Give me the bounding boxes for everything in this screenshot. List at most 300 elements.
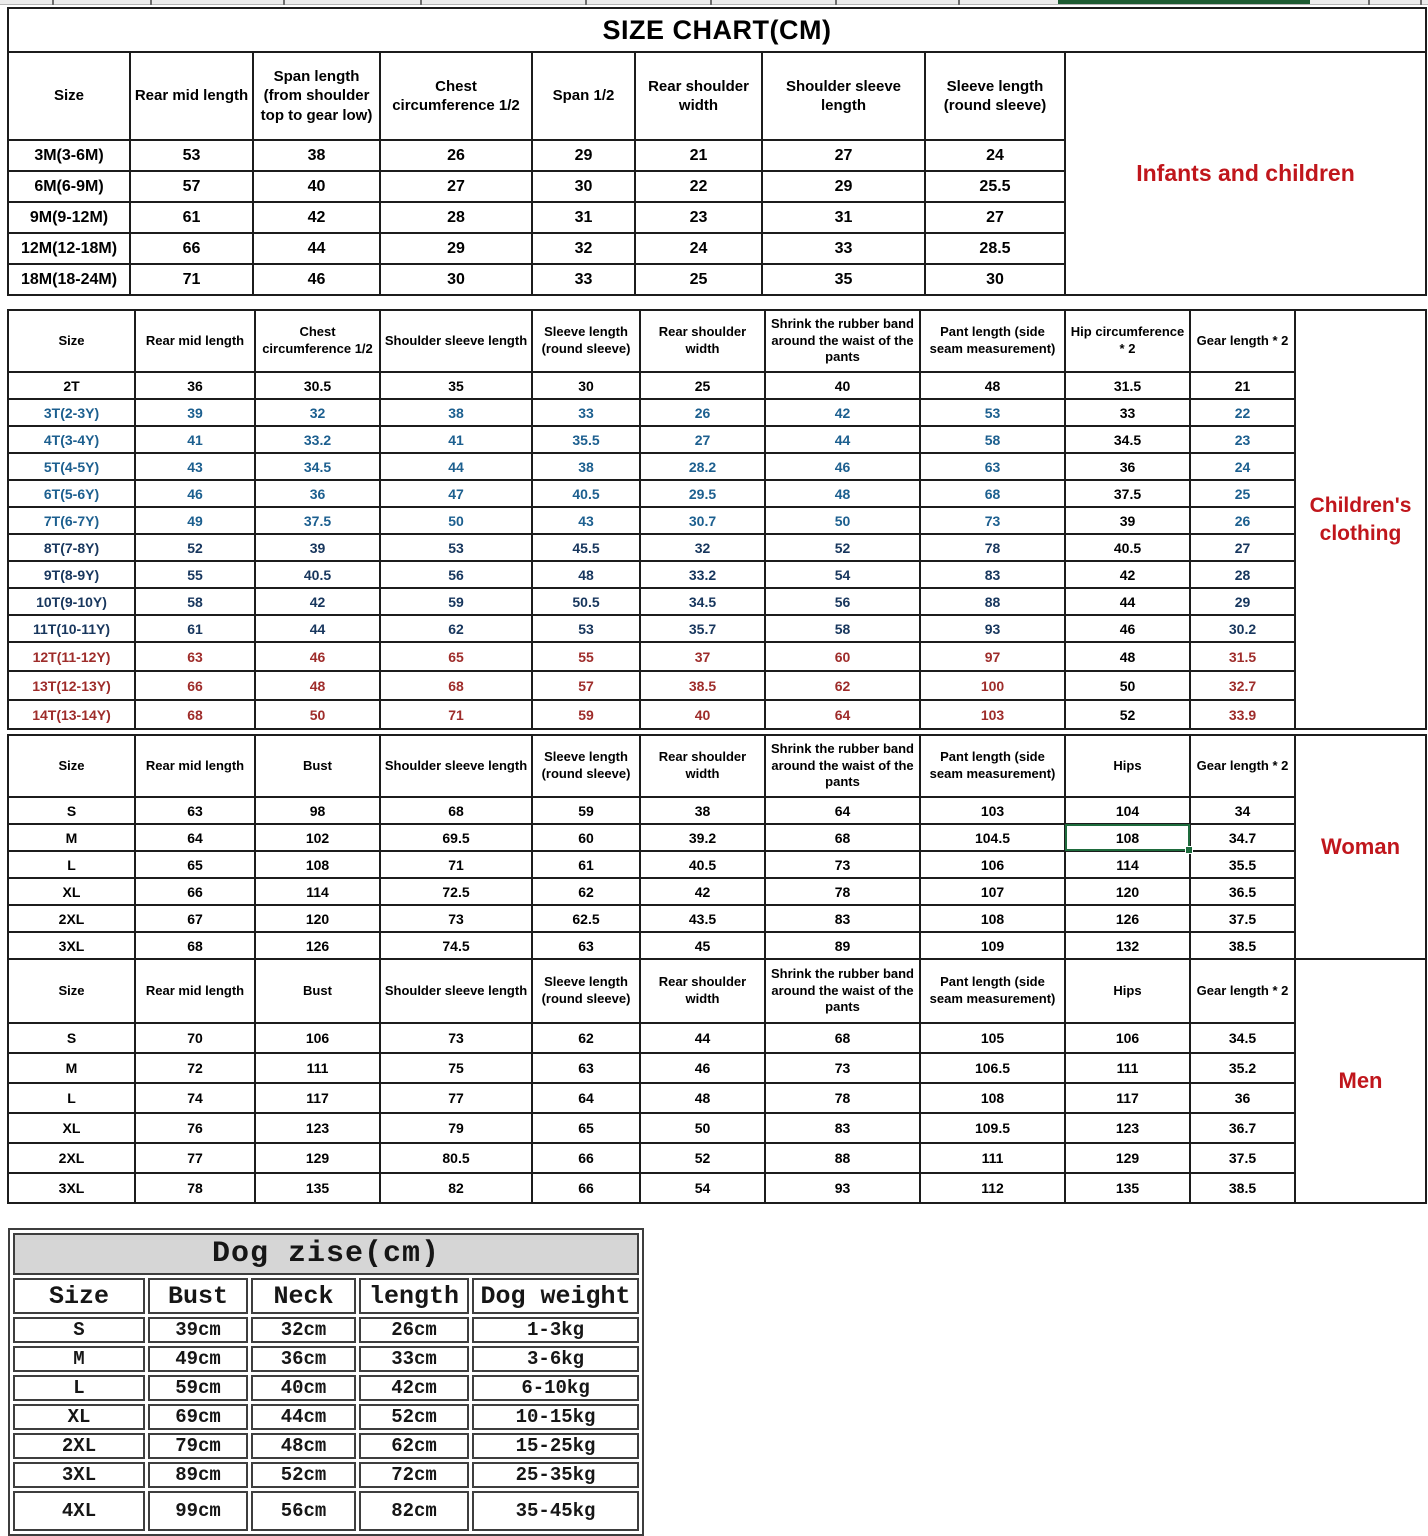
value-cell: 64 [532,1083,640,1113]
value-cell: 34.5 [1190,1023,1295,1053]
value-cell: 44 [765,426,920,453]
value-cell: 36 [255,480,380,507]
value-cell: 23 [1190,426,1295,453]
table-row [8,878,1426,905]
value-cell: 97 [920,642,1065,671]
table-row [8,453,1426,480]
table-row [8,372,1426,399]
value-cell: 21 [1190,372,1295,399]
value-cell: 33.9 [1190,700,1295,729]
column-header: Shoulder sleeve length [762,52,925,140]
value-cell: 48 [640,1083,765,1113]
value-cell: 30 [380,264,532,295]
column-header: Size [8,735,135,797]
value-cell: 106 [255,1023,380,1053]
value-cell: 103 [920,700,1065,729]
value-cell: 135 [1065,1173,1190,1203]
value-cell: 63 [532,932,640,959]
value-cell: 66 [532,1143,640,1173]
value-cell: 40cm [251,1375,356,1401]
value-cell: 30.7 [640,507,765,534]
value-cell: 117 [255,1083,380,1113]
value-cell: 35.2 [1190,1053,1295,1083]
value-cell: 72.5 [380,878,532,905]
value-cell: 52 [640,1143,765,1173]
value-cell: 29.5 [640,480,765,507]
column-header: Hips [1065,959,1190,1023]
value-cell: 44 [1065,588,1190,615]
value-cell: 46 [255,642,380,671]
grid-tick [283,0,285,5]
value-cell: 114 [1065,851,1190,878]
value-cell: 42 [1065,561,1190,588]
value-cell: 111 [1065,1053,1190,1083]
table-row [8,507,1426,534]
value-cell: 63 [135,797,255,824]
table-row [8,851,1426,878]
value-cell: 126 [1065,905,1190,932]
column-header: Shoulder sleeve length [380,959,532,1023]
value-cell: 64 [135,824,255,851]
value-cell: 57 [130,171,253,202]
value-cell: 93 [920,615,1065,642]
value-cell: 58 [920,426,1065,453]
value-cell: 58 [135,588,255,615]
value-cell: 15-25kg [472,1433,639,1459]
table-row [8,561,1426,588]
size-cell: S [8,1023,135,1053]
value-cell: 54 [765,561,920,588]
value-cell: 38.5 [1190,1173,1295,1203]
size-cell: 9T(8-9Y) [8,561,135,588]
value-cell: 53 [920,399,1065,426]
value-cell: 36.7 [1190,1113,1295,1143]
value-cell: 105 [920,1023,1065,1053]
value-cell: 104.5 [920,824,1065,851]
column-header: Shoulder sleeve length [380,310,532,372]
column-header: Bust [255,959,380,1023]
table-row [8,426,1426,453]
value-cell: 34.5 [1065,426,1190,453]
value-cell: 83 [765,1113,920,1143]
value-cell: 54 [640,1173,765,1203]
value-cell: 78 [920,534,1065,561]
size-cell: M [13,1346,145,1372]
value-cell: 48cm [251,1433,356,1459]
value-cell: 34.5 [640,588,765,615]
value-cell: 29 [1190,588,1295,615]
column-header: Pant length (side seam measurement) [920,310,1065,372]
value-cell: 33 [532,399,640,426]
value-cell: 129 [1065,1143,1190,1173]
value-cell: 42 [640,878,765,905]
table-row [8,824,1426,851]
value-cell: 63 [920,453,1065,480]
value-cell: 40 [253,171,380,202]
value-cell: 29 [762,171,925,202]
size-cell: 6T(5-6Y) [8,480,135,507]
value-cell: 62.5 [532,905,640,932]
value-cell: 79cm [148,1433,248,1459]
value-cell: 71 [380,700,532,729]
value-cell: 78 [135,1173,255,1203]
value-cell: 32 [640,534,765,561]
column-header: Rear shoulder width [635,52,762,140]
side-label: Infants and children [1065,52,1426,295]
value-cell: 49cm [148,1346,248,1372]
grid-tick [958,0,960,5]
value-cell: 93 [765,1173,920,1203]
value-cell: 67 [135,905,255,932]
column-header: Rear mid length [135,310,255,372]
table-row [8,615,1426,642]
value-cell: 59 [532,700,640,729]
value-cell: 109.5 [920,1113,1065,1143]
value-cell: 106 [1065,1023,1190,1053]
value-cell: 80.5 [380,1143,532,1173]
value-cell: 44 [380,453,532,480]
column-header: Sleeve length (round sleeve) [532,959,640,1023]
infants-size-table [7,7,1427,296]
value-cell: 59 [532,797,640,824]
column-header: Size [8,959,135,1023]
value-cell: 83 [920,561,1065,588]
value-cell: 82 [380,1173,532,1203]
value-cell: 30.2 [1190,615,1295,642]
value-cell: 50 [380,507,532,534]
value-cell: 68 [380,797,532,824]
table-row [13,1491,639,1531]
column-header: Gear length * 2 [1190,959,1295,1023]
value-cell: 62cm [359,1433,469,1459]
value-cell: 25 [640,372,765,399]
value-cell: 39 [1065,507,1190,534]
table-row [8,642,1426,671]
value-cell: 30.5 [255,372,380,399]
column-header: Bust [255,735,380,797]
value-cell: 40.5 [255,561,380,588]
value-cell: 34.5 [255,453,380,480]
size-cell: 2XL [8,1143,135,1173]
header-row [8,959,1426,1023]
value-cell: 33 [1065,399,1190,426]
value-cell: 108 [255,851,380,878]
size-cell: M [8,1053,135,1083]
value-cell: 63 [532,1053,640,1083]
column-header: Pant length (side seam measurement) [920,735,1065,797]
value-cell: 73 [765,1053,920,1083]
size-cell: 13T(12-13Y) [8,671,135,700]
value-cell: 39 [135,399,255,426]
size-cell: 3M(3-6M) [8,140,130,171]
value-cell: 104 [1065,797,1190,824]
value-cell: 46 [765,453,920,480]
value-cell: 68 [920,480,1065,507]
value-cell: 129 [255,1143,380,1173]
value-cell: 69cm [148,1404,248,1430]
value-cell: 40.5 [1065,534,1190,561]
value-cell: 43.5 [640,905,765,932]
value-cell: 73 [765,851,920,878]
size-cell: 14T(13-14Y) [8,700,135,729]
value-cell: 66 [135,878,255,905]
column-header: Rear mid length [130,52,253,140]
table-row [13,1375,639,1401]
value-cell: 44 [255,615,380,642]
value-cell: 35.5 [532,426,640,453]
value-cell: 48 [920,372,1065,399]
value-cell: 24 [925,140,1065,171]
value-cell: 89 [765,932,920,959]
header-row [8,310,1426,372]
value-cell: 1-3kg [472,1317,639,1343]
value-cell: 45.5 [532,534,640,561]
value-cell: 78 [765,878,920,905]
dog-size-table [8,1228,644,1536]
column-header: Chest circumference 1/2 [380,52,532,140]
value-cell: 36 [135,372,255,399]
value-cell: 31 [762,202,925,233]
size-cell: 3T(2-3Y) [8,399,135,426]
value-cell: 33.2 [255,426,380,453]
value-cell: 111 [920,1143,1065,1173]
table-row [13,1462,639,1488]
value-cell: 111 [255,1053,380,1083]
grid-tick [420,0,422,5]
value-cell: 44cm [251,1404,356,1430]
column-header: Hips [1065,735,1190,797]
grid-tick [835,0,837,5]
size-cell: 2T [8,372,135,399]
value-cell: 26 [640,399,765,426]
value-cell: 46 [135,480,255,507]
value-cell: 62 [765,671,920,700]
value-cell: 29 [380,233,532,264]
value-cell: 38.5 [640,671,765,700]
value-cell: 52 [765,534,920,561]
value-cell: 30 [532,171,635,202]
value-cell: 49 [135,507,255,534]
column-header: Bust [148,1278,248,1314]
value-cell: 73 [920,507,1065,534]
value-cell: 79 [380,1113,532,1143]
grid-tick [150,0,152,5]
value-cell: 78 [765,1083,920,1113]
value-cell: 43 [135,453,255,480]
value-cell: 38 [253,140,380,171]
size-cell: M [8,824,135,851]
value-cell: 33 [532,264,635,295]
value-cell: 34 [1190,797,1295,824]
column-header: Shrink the rubber band around the waist of the pants [765,310,920,372]
value-cell: 66 [532,1173,640,1203]
value-cell: 48 [765,480,920,507]
value-cell: 114 [255,878,380,905]
column-header: Size [8,52,130,140]
value-cell: 108 [920,1083,1065,1113]
size-cell: XL [13,1404,145,1430]
column-header: length [359,1278,469,1314]
value-cell: 99cm [148,1491,248,1531]
side-label: Children's clothing [1295,310,1426,729]
value-cell: 75 [380,1053,532,1083]
value-cell: 123 [1065,1113,1190,1143]
value-cell: 6-10kg [472,1375,639,1401]
size-cell: 12T(11-12Y) [8,642,135,671]
value-cell: 42 [253,202,380,233]
value-cell: 28.5 [925,233,1065,264]
table-title-row [8,8,1426,52]
value-cell: 61 [532,851,640,878]
grid-ticks [0,0,1428,5]
value-cell: 46 [1065,615,1190,642]
value-cell: 72 [135,1053,255,1083]
value-cell: 43 [532,507,640,534]
value-cell: 53 [130,140,253,171]
table-row [8,1173,1426,1203]
value-cell: 56cm [251,1491,356,1531]
grid-tick [1368,0,1370,5]
value-cell: 40 [765,372,920,399]
value-cell: 135 [255,1173,380,1203]
value-cell: 40 [640,700,765,729]
value-cell: 33 [762,233,925,264]
value-cell: 32cm [251,1317,356,1343]
value-cell: 29 [532,140,635,171]
column-header: Size [13,1278,145,1314]
size-cell: 18M(18-24M) [8,264,130,295]
column-header: Rear shoulder width [640,959,765,1023]
table-row [8,671,1426,700]
value-cell: 100 [920,671,1065,700]
value-cell: 46 [253,264,380,295]
value-cell: 61 [135,615,255,642]
column-header: Hip circumference * 2 [1065,310,1190,372]
column-header: Gear length * 2 [1190,735,1295,797]
column-header: Pant length (side seam measurement) [920,959,1065,1023]
value-cell: 50 [255,700,380,729]
value-cell: 31.5 [1190,642,1295,671]
value-cell: 41 [135,426,255,453]
value-cell: 89cm [148,1462,248,1488]
value-cell: 37 [640,642,765,671]
column-header: Sleeve length (round sleeve) [925,52,1065,140]
column-header: Sleeve length (round sleeve) [532,310,640,372]
value-cell: 57 [532,671,640,700]
value-cell: 52 [135,534,255,561]
size-cell: L [8,851,135,878]
value-cell: 98 [255,797,380,824]
size-cell: 3XL [8,1173,135,1203]
value-cell: 83 [765,905,920,932]
value-cell: 82cm [359,1491,469,1531]
column-header: Shoulder sleeve length [380,735,532,797]
value-cell: 55 [532,642,640,671]
table-title-row [13,1233,639,1275]
value-cell: 68 [380,671,532,700]
table-title: SIZE CHART(CM) [8,8,1426,52]
column-header: Gear length * 2 [1190,310,1295,372]
value-cell: 47 [380,480,532,507]
value-cell: 27 [380,171,532,202]
value-cell: 77 [135,1143,255,1173]
table-row [8,905,1426,932]
value-cell: 123 [255,1113,380,1143]
value-cell: 37.5 [1190,1143,1295,1173]
value-cell: 126 [255,932,380,959]
value-cell: 66 [130,233,253,264]
value-cell: 50 [640,1113,765,1143]
size-cell: 7T(6-7Y) [8,507,135,534]
value-cell: 107 [920,878,1065,905]
value-cell: 109 [920,932,1065,959]
value-cell: 50 [765,507,920,534]
value-cell: 26cm [359,1317,469,1343]
value-cell: 88 [920,588,1065,615]
value-cell: 132 [1065,932,1190,959]
value-cell: 45 [640,932,765,959]
value-cell: 73 [380,905,532,932]
value-cell: 39.2 [640,824,765,851]
table-row [8,700,1426,729]
column-header: Rear shoulder width [640,735,765,797]
value-cell: 65 [380,642,532,671]
value-cell: 68 [765,1023,920,1053]
header-row [13,1278,639,1314]
value-cell: 53 [532,615,640,642]
table-row [8,797,1426,824]
value-cell: 27 [925,202,1065,233]
column-header: Neck [251,1278,356,1314]
value-cell: 42 [765,399,920,426]
value-cell: 117 [1065,1083,1190,1113]
table-row [8,1023,1426,1053]
grid-tick [52,0,54,5]
column-header: Chest circumference 1/2 [255,310,380,372]
value-cell: 30 [925,264,1065,295]
value-cell: 68 [765,824,920,851]
size-cell: S [8,797,135,824]
value-cell: 42 [255,588,380,615]
value-cell: 73 [380,1023,532,1053]
value-cell: 71 [130,264,253,295]
value-cell: 31 [532,202,635,233]
size-cell: 5T(4-5Y) [8,453,135,480]
value-cell: 30 [532,372,640,399]
value-cell: 48 [532,561,640,588]
value-cell: 53 [380,534,532,561]
table-row [8,534,1426,561]
value-cell: 65 [135,851,255,878]
value-cell: 25-35kg [472,1462,639,1488]
selection-remnant-line [1058,0,1310,4]
value-cell: 35.7 [640,615,765,642]
value-cell: 46 [640,1053,765,1083]
selected-cell: 108 [1065,824,1190,851]
value-cell: 37.5 [255,507,380,534]
value-cell: 39cm [148,1317,248,1343]
value-cell: 33.2 [640,561,765,588]
value-cell: 44 [640,1023,765,1053]
value-cell: 106.5 [920,1053,1065,1083]
size-cell: S [13,1317,145,1343]
value-cell: 62 [532,878,640,905]
woman-size-table [7,734,1427,960]
table-title: Dog zise(cm) [13,1233,639,1275]
value-cell: 44 [253,233,380,264]
value-cell: 32 [532,233,635,264]
column-header: Shrink the rubber band around the waist of the pants [765,959,920,1023]
